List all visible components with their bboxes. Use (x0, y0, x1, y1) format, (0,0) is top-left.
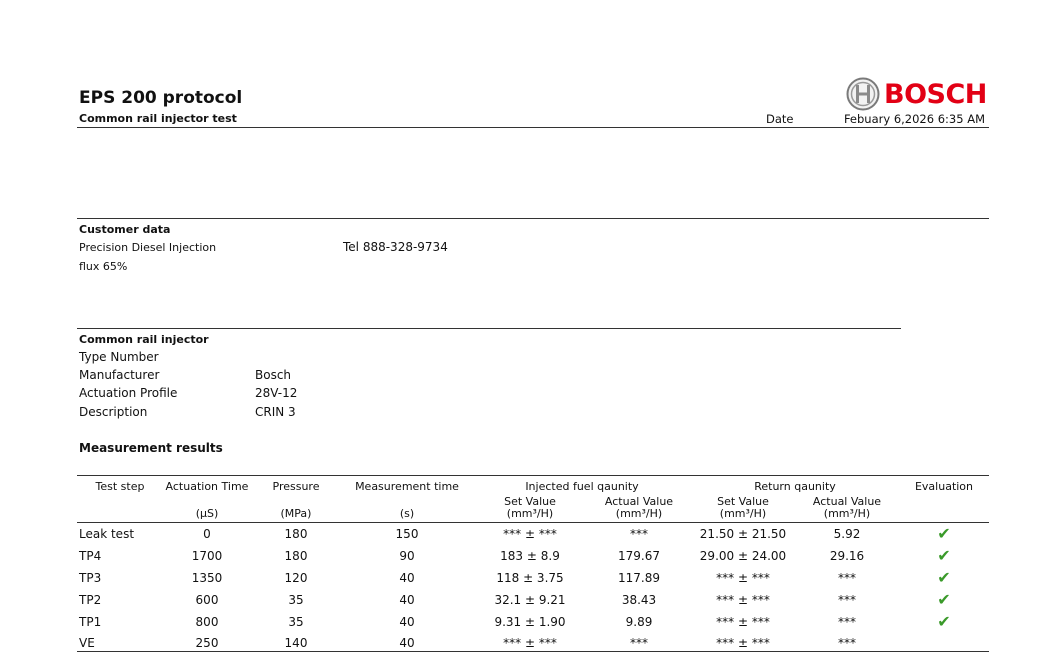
pass-check-icon: ✔ (937, 524, 951, 543)
table-row (77, 523, 989, 546)
bosch-armature-icon (846, 77, 880, 111)
cell-actuation: 800 (195, 615, 219, 629)
injector-label-type-number: Type Number (79, 350, 159, 364)
injector-value-description: CRIN 3 (255, 405, 296, 419)
table-row (77, 567, 989, 589)
pass-check-icon: ✔ (937, 546, 951, 565)
injector-label-description: Description (79, 405, 148, 419)
cell-return-actual: 5.92 (833, 527, 861, 541)
cell-return-actual: 29.16 (829, 549, 865, 563)
cell-return-actual: *** (838, 615, 856, 629)
cell-return-set: 29.00 ± 24.00 (699, 549, 787, 563)
cell-step: TP1 (79, 615, 102, 629)
bosch-logo (846, 77, 987, 111)
return-set-label: Set Value (717, 495, 769, 508)
cell-step: VE (79, 636, 95, 650)
injected-actual-unit: (mm³/H) (615, 507, 663, 520)
cell-injected-actual: 9.89 (625, 615, 653, 629)
results-heading: Measurement results (79, 441, 223, 455)
col-actuation-time: Actuation Time (165, 480, 249, 493)
cell-measurement-time: 40 (399, 615, 415, 629)
col-injected-set (473, 496, 587, 523)
results-table (77, 475, 989, 653)
col-evaluation: Evaluation (914, 480, 974, 493)
injected-set-label: Set Value (504, 495, 556, 508)
cell-return-set: *** ± *** (716, 636, 770, 650)
col-measurement-time: Measurement time (355, 480, 459, 493)
cell-step: Leak test (79, 527, 135, 541)
cell-actuation: 0 (203, 527, 211, 541)
injector-heading: Common rail injector (79, 333, 209, 346)
page-title: EPS 200 protocol (79, 88, 243, 108)
customer-heading: Customer data (79, 223, 171, 236)
cell-measurement-time: 150 (395, 527, 419, 541)
bosch-wordmark: BOSCH (884, 78, 987, 110)
cell-injected-set: *** ± *** (503, 636, 557, 650)
return-actual-label: Actual Value (812, 495, 882, 508)
table-row (77, 545, 989, 567)
table-bottom-divider (77, 651, 989, 652)
customer-note: flux 65% (79, 260, 128, 273)
col-return-quantity: Return qaunity (754, 480, 836, 493)
injector-value-manufacturer: Bosch (255, 368, 292, 382)
injector-divider (77, 328, 901, 329)
injector-label-manufacturer: Manufacturer (79, 368, 160, 382)
unit-measurement-time: (s) (399, 507, 415, 520)
date-label: Date (766, 112, 794, 126)
customer-company: Precision Diesel Injection (79, 241, 217, 254)
cell-measurement-time: 40 (399, 593, 415, 607)
cell-step: TP3 (79, 571, 102, 585)
cell-return-actual: *** (838, 593, 856, 607)
cell-step: TP4 (79, 549, 102, 563)
pass-check-icon: ✔ (937, 590, 951, 609)
unit-actuation: (µS) (195, 507, 219, 520)
cell-pressure: 35 (288, 593, 304, 607)
col-test-step: Test step (95, 480, 145, 493)
pass-check-icon: ✔ (937, 568, 951, 587)
cell-injected-actual: 179.67 (618, 549, 660, 563)
cell-injected-set: *** ± *** (503, 527, 557, 541)
cell-pressure: 140 (284, 636, 308, 650)
cell-return-set: 21.50 ± 21.50 (699, 527, 787, 541)
cell-pressure: 35 (288, 615, 304, 629)
cell-injected-actual: *** (630, 636, 648, 650)
table-row (77, 611, 989, 633)
date-value: Febuary 6,2026 6:35 AM (843, 112, 985, 126)
cell-injected-actual: *** (630, 527, 648, 541)
customer-divider (77, 218, 989, 219)
col-injected-actual (587, 496, 691, 523)
cell-actuation: 1700 (191, 549, 223, 563)
cell-injected-actual: 38.43 (621, 593, 657, 607)
pass-check-icon: ✔ (937, 612, 951, 631)
cell-measurement-time: 40 (399, 571, 415, 585)
cell-measurement-time: 40 (399, 636, 415, 650)
injected-actual-label: Actual Value (604, 495, 674, 508)
cell-return-set: *** ± *** (716, 571, 770, 585)
cell-step: TP2 (79, 593, 102, 607)
table-row (77, 633, 989, 653)
cell-pressure: 120 (284, 571, 308, 585)
return-actual-unit: (mm³/H) (823, 507, 871, 520)
cell-measurement-time: 90 (399, 549, 415, 563)
injector-label-actuation-profile: Actuation Profile (79, 386, 178, 400)
injected-set-unit: (mm³/H) (506, 507, 554, 520)
cell-return-set: *** ± *** (716, 593, 770, 607)
col-return-actual (795, 496, 899, 523)
col-pressure: Pressure (272, 480, 320, 493)
customer-phone: Tel 888-328-9734 (343, 240, 448, 254)
cell-injected-set: 118 ± 3.75 (496, 571, 564, 585)
cell-actuation: 250 (195, 636, 219, 650)
cell-return-set: *** ± *** (716, 615, 770, 629)
header-divider (77, 127, 989, 128)
table-row (77, 589, 989, 611)
cell-actuation: 600 (195, 593, 219, 607)
unit-pressure: (MPa) (280, 507, 312, 520)
cell-injected-set: 9.31 ± 1.90 (494, 615, 566, 629)
col-injected-fuel: Injected fuel qaunity (525, 480, 639, 493)
page-subtitle: Common rail injector test (79, 112, 237, 125)
cell-injected-actual: 117.89 (618, 571, 660, 585)
return-set-unit: (mm³/H) (719, 507, 767, 520)
cell-injected-set: 183 ± 8.9 (500, 549, 560, 563)
cell-return-actual: *** (838, 636, 856, 650)
cell-actuation: 1350 (191, 571, 223, 585)
cell-pressure: 180 (284, 527, 308, 541)
cell-injected-set: 32.1 ± 9.21 (494, 593, 566, 607)
injector-value-actuation-profile: 28V-12 (255, 386, 298, 400)
cell-return-actual: *** (838, 571, 856, 585)
col-return-set (691, 496, 795, 523)
cell-pressure: 180 (284, 549, 308, 563)
